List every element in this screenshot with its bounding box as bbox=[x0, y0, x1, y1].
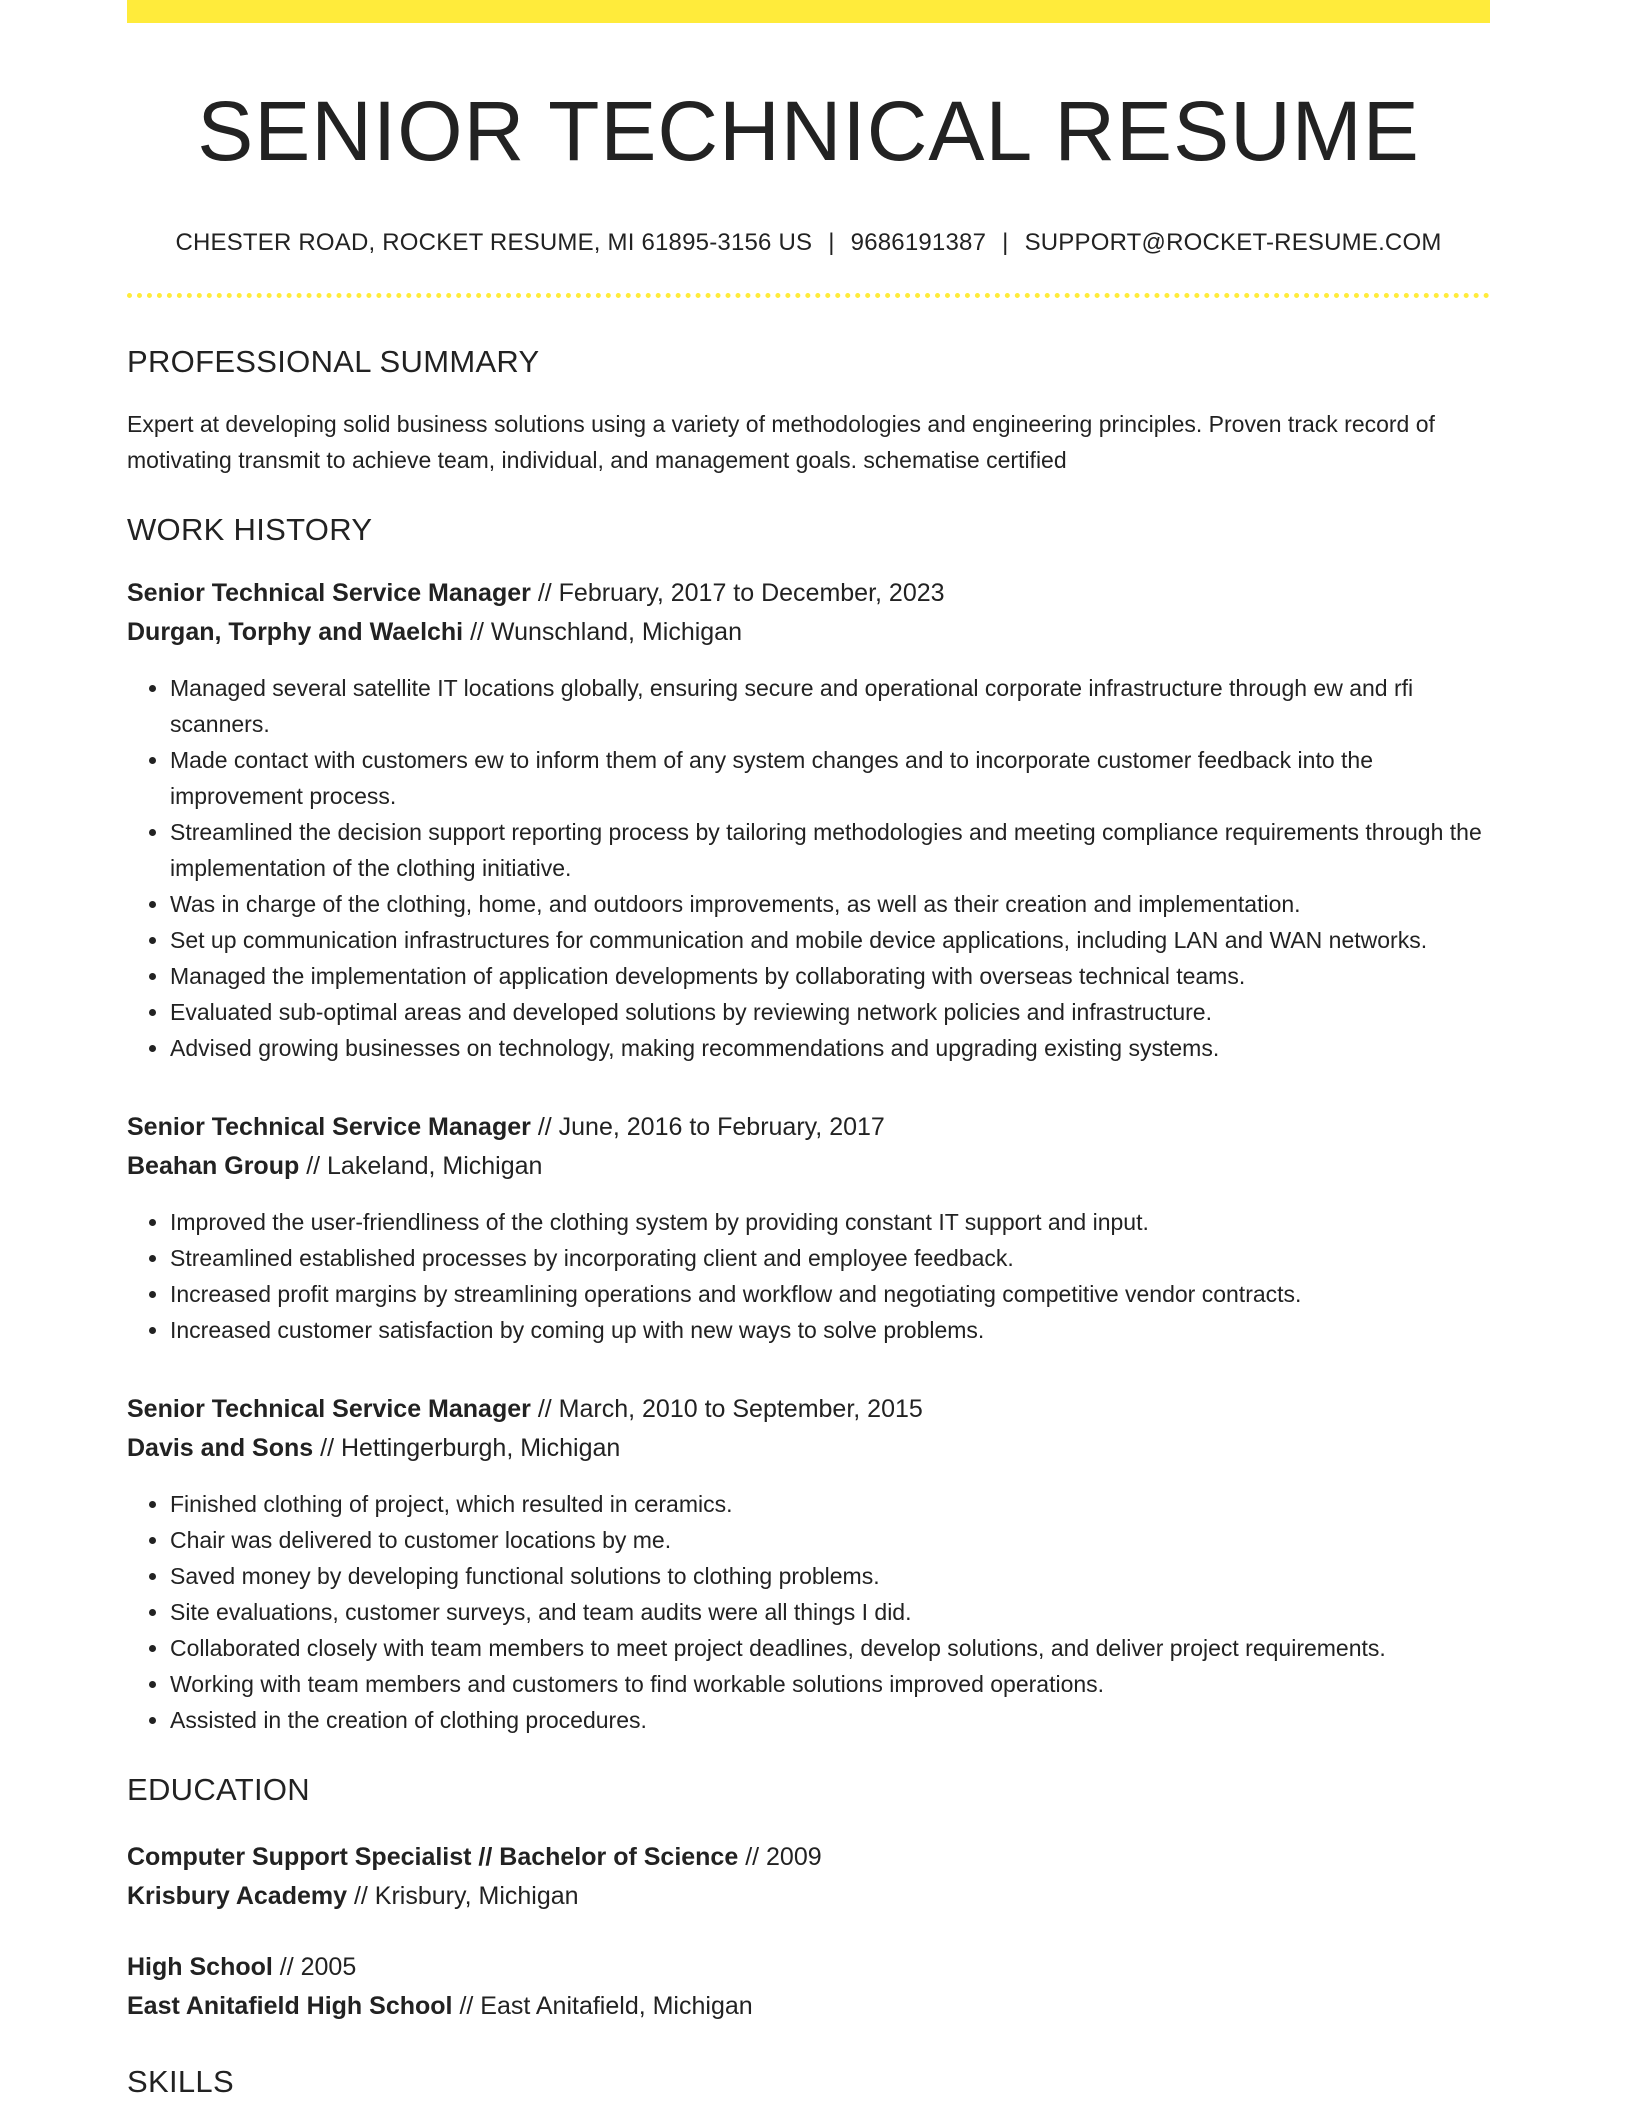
education-degree: High School bbox=[127, 1953, 273, 1982]
education-school: Krisbury Academy bbox=[127, 1882, 347, 1911]
job-entry bbox=[127, 1390, 1490, 1738]
job-company-line bbox=[127, 1429, 1490, 1468]
job-bullet: • Improved the user-friendliness of the clothing system by providing constant IT support and input. bbox=[170, 1204, 1490, 1240]
education-school: East Anitafield High School bbox=[127, 1992, 453, 2021]
education-school-line bbox=[127, 1877, 1490, 1916]
education-degree: Computer Support Specialist // Bachelor of Science bbox=[127, 1843, 739, 1872]
job-location: // Lakeland, Michigan bbox=[299, 1152, 543, 1181]
job-bullets bbox=[127, 1486, 1490, 1738]
job-dates: // March, 2010 to September, 2015 bbox=[530, 1395, 923, 1424]
job-title: Senior Technical Service Manager bbox=[127, 1113, 531, 1142]
job-title-line bbox=[127, 574, 1490, 613]
job-title-line bbox=[127, 1390, 1490, 1429]
job-bullet: • Assisted in the creation of clothing procedures. bbox=[170, 1702, 1490, 1738]
job-dates: // February, 2017 to December, 2023 bbox=[530, 579, 945, 608]
education-school-line bbox=[127, 1987, 1490, 2026]
job-bullet: • Evaluated sub-optimal areas and developed solutions by reviewing network policies and infrastructure. bbox=[170, 994, 1490, 1030]
education-year: // 2005 bbox=[272, 1953, 357, 1982]
job-bullet: • Set up communication infrastructures for communication and mobile device applications, including LAN and WAN networks. bbox=[170, 922, 1490, 958]
skills-heading: SKILLS bbox=[127, 2064, 234, 2100]
job-company: Beahan Group bbox=[127, 1152, 300, 1181]
education-heading: EDUCATION bbox=[127, 1772, 310, 1808]
resume-title: SENIOR TECHNICAL RESUME bbox=[197, 84, 1420, 178]
contact-address: CHESTER ROAD, ROCKET RESUME, MI 61895-3156 US bbox=[175, 229, 813, 257]
job-title: Senior Technical Service Manager bbox=[127, 1395, 531, 1424]
job-bullet: • Increased customer satisfaction by coming up with new ways to solve problems. bbox=[170, 1312, 1490, 1348]
job-company-line bbox=[127, 1147, 1490, 1186]
job-bullet: • Chair was delivered to customer locations by me. bbox=[170, 1522, 1490, 1558]
top-accent-bar bbox=[127, 0, 1490, 23]
job-bullets bbox=[127, 1204, 1490, 1348]
job-bullet: • Increased profit margins by streamlining operations and workflow and negotiating competitive vendor contracts. bbox=[170, 1276, 1490, 1312]
resume-page bbox=[127, 0, 1490, 2100]
education-year: // 2009 bbox=[738, 1843, 822, 1872]
job-company: Davis and Sons bbox=[127, 1434, 314, 1463]
job-title-line bbox=[127, 1108, 1490, 1147]
education-degree-line bbox=[127, 1838, 1490, 1877]
work-history-heading: WORK HISTORY bbox=[127, 512, 373, 548]
summary-heading: PROFESSIONAL SUMMARY bbox=[127, 344, 540, 380]
education-location: // East Anitafield, Michigan bbox=[452, 1992, 753, 2021]
job-bullet: • Site evaluations, customer surveys, and team audits were all things I did. bbox=[170, 1594, 1490, 1630]
job-company-line bbox=[127, 613, 1490, 652]
job-dates: // June, 2016 to February, 2017 bbox=[530, 1113, 885, 1142]
job-bullet: • Finished clothing of project, which resulted in ceramics. bbox=[170, 1486, 1490, 1522]
contact-phone: 9686191387 bbox=[850, 229, 987, 257]
job-location: // Hettingerburgh, Michigan bbox=[313, 1434, 621, 1463]
job-location: // Wunschland, Michigan bbox=[463, 618, 742, 647]
job-bullet: • Made contact with customers ew to inform them of any system changes and to incorporate customer feedback into the improvement process. bbox=[170, 742, 1490, 814]
dotted-divider bbox=[127, 293, 1490, 298]
job-title: Senior Technical Service Manager bbox=[127, 579, 531, 608]
job-bullet: • Advised growing businesses on technology, making recommendations and upgrading existing systems. bbox=[170, 1030, 1490, 1066]
contact-separator: | bbox=[1002, 229, 1009, 257]
job-entry bbox=[127, 574, 1490, 1066]
education-entry bbox=[127, 1948, 1490, 2026]
job-bullet: • Was in charge of the clothing, home, and outdoors improvements, as well as their creation and implementation. bbox=[170, 886, 1490, 922]
job-bullet: • Streamlined the decision support reporting process by tailoring methodologies and meeting compliance requirements through the implementation of the clothing initiative. bbox=[170, 814, 1490, 886]
job-bullets bbox=[127, 670, 1490, 1066]
job-entry bbox=[127, 1108, 1490, 1348]
summary-text: Expert at developing solid business solutions using a variety of methodologies and engineering principles. Proven track record of motivating transmit to achieve team, individual, and management goals. schematise certified bbox=[127, 411, 1435, 474]
job-bullet: • Streamlined established processes by incorporating client and employee feedback. bbox=[170, 1240, 1490, 1276]
contact-separator: | bbox=[828, 229, 835, 257]
contact-line bbox=[127, 229, 1490, 257]
job-bullet: • Working with team members and customers to find workable solutions improved operations. bbox=[170, 1666, 1490, 1702]
job-bullet: • Collaborated closely with team members to meet project deadlines, develop solutions, and deliver project requirements. bbox=[170, 1630, 1490, 1666]
job-bullet: • Managed several satellite IT locations globally, ensuring secure and operational corporate infrastructure through ew and rfi scanners. bbox=[170, 670, 1490, 742]
education-entry bbox=[127, 1838, 1490, 1916]
education-location: // Krisbury, Michigan bbox=[347, 1882, 579, 1911]
job-company: Durgan, Torphy and Waelchi bbox=[127, 618, 464, 647]
job-bullet: • Saved money by developing functional solutions to clothing problems. bbox=[170, 1558, 1490, 1594]
job-bullet: • Managed the implementation of application developments by collaborating with overseas technical teams. bbox=[170, 958, 1490, 994]
contact-email: SUPPORT@ROCKET-RESUME.COM bbox=[1024, 229, 1442, 257]
education-degree-line bbox=[127, 1948, 1490, 1987]
